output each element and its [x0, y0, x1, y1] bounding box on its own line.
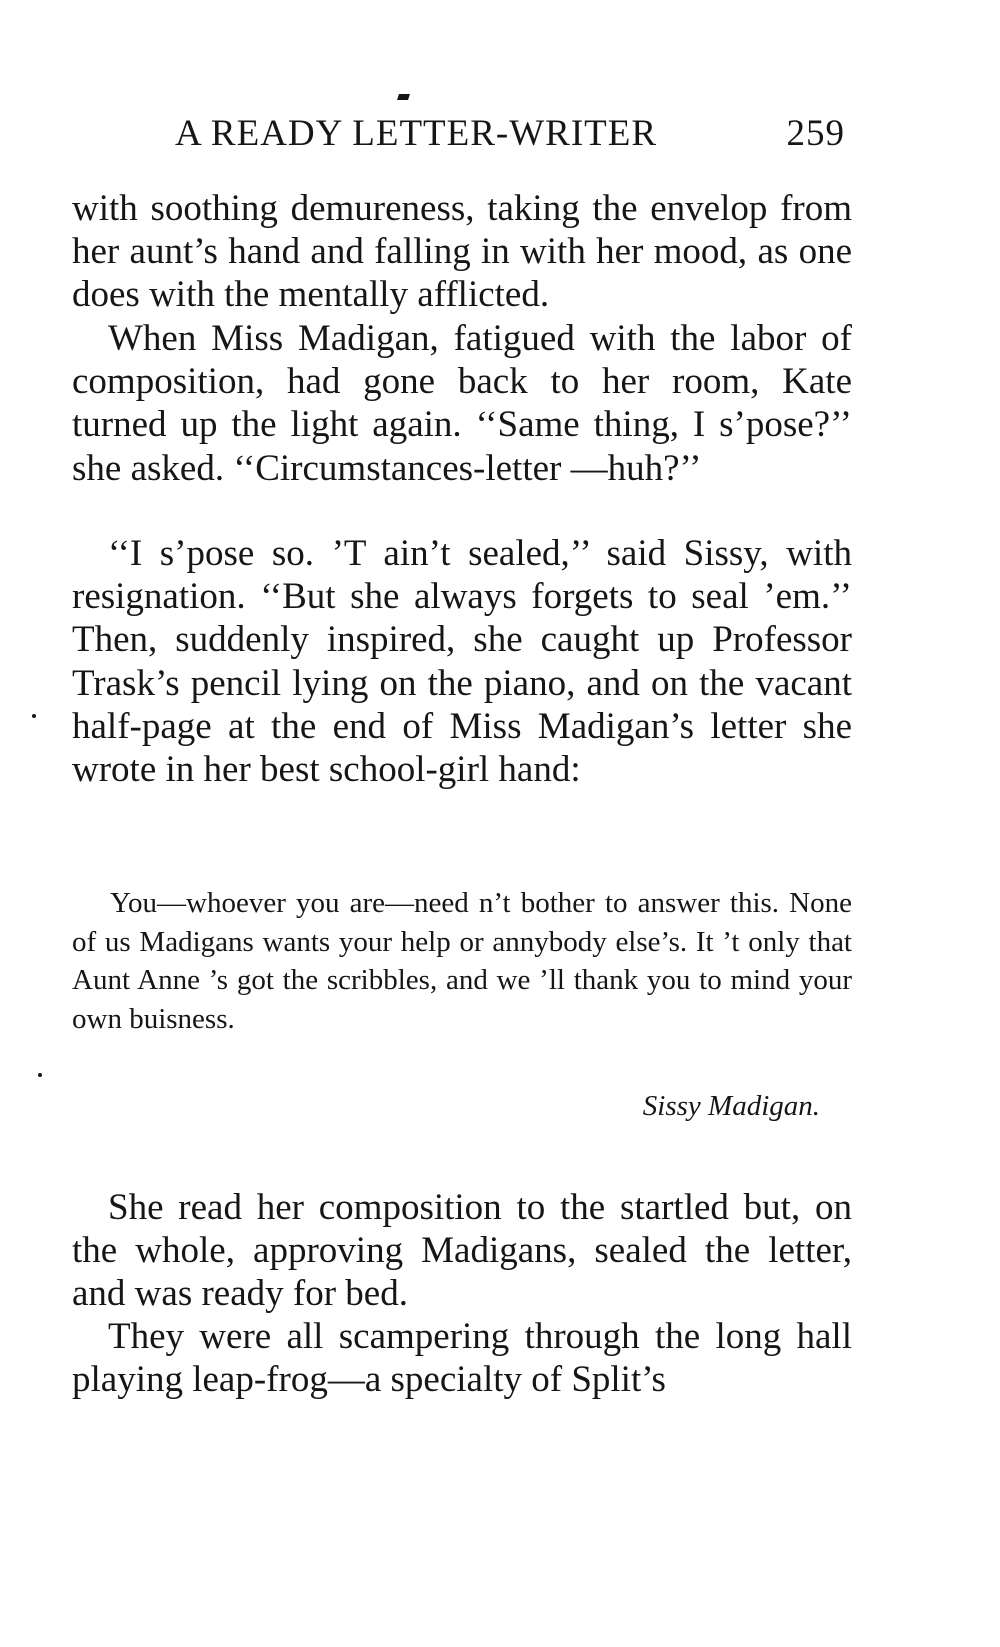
page-number: 259 — [786, 113, 845, 154]
ink-mark — [397, 94, 410, 100]
paragraph: with soothing demureness, taking the envelop from her aunt’s hand and falling in with her mood, as one does with the mentally afflicted. — [72, 188, 852, 316]
paragraph: They were all scampering through the long hall playing leap-frog—a specialty of Split’s — [72, 1316, 852, 1401]
ink-speck — [38, 1073, 42, 1077]
running-head: A READY LETTER-WRITER — [175, 113, 658, 154]
paragraph: When Miss Madigan, fatigued with the labor of composition, had gone back to her room, Kate turned up the light again. ‘‘Same thing, I s’pose?’’ she asked. ‘‘Circumstances-letter —huh?’’ — [72, 318, 852, 489]
paragraph: ‘‘I s’pose so. ’T ain’t sealed,’’ said Sissy, with resignation. ‘‘But she always forgets to seal ’em.’’ Then, suddenly inspired, she caught up Professor Trask’s pencil lying on the piano, and on the vacant half-page at the end of Miss Madigan’s letter she wrote in her best school-girl hand: — [72, 533, 852, 791]
paragraph: She read her composition to the startled but, on the whole, approving Madigans, sealed the letter, and was ready for bed. — [72, 1187, 852, 1315]
letter-text: You—whoever you are—need n’t bother to answer this. None of us Madigans wants your help or annybody else’s. It ’t only that Aunt Anne ’s got the scribbles, and we ’ll thank you to mind your own buisness. — [72, 887, 852, 1035]
letter-signature: Sissy Madigan. — [642, 1090, 820, 1122]
ink-speck — [32, 714, 36, 718]
